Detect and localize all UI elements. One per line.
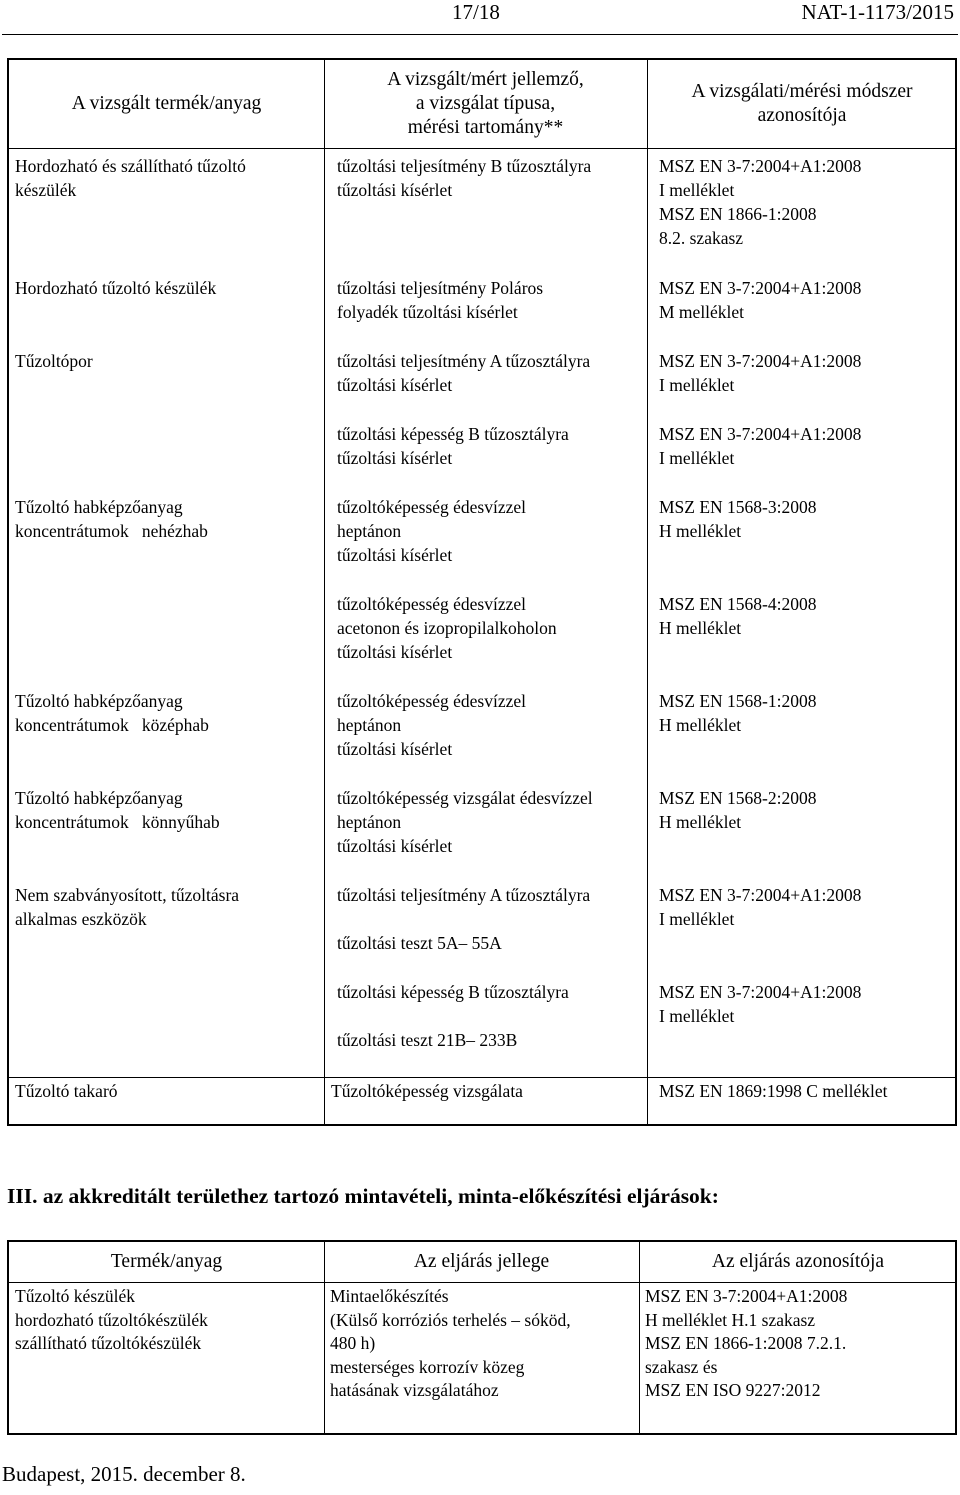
method-cell: MSZ EN 1568-2:2008 H melléklet (659, 788, 817, 832)
method-cell: MSZ EN 3-7:2004+A1:2008 I melléklet (659, 982, 862, 1026)
page-number: 17/18 (452, 0, 500, 24)
header-row-divider (9, 148, 955, 149)
procedure-id-cell: MSZ EN 3-7:2004+A1:2008 H melléklet H.1 szakasz MSZ EN 1866-1:2008 7.2.1. szakasz és MSZ EN ISO 9227:2012 (645, 1286, 848, 1400)
method-cell: MSZ EN 1568-1:2008 H melléklet (659, 691, 817, 735)
characteristic-cell: tűzoltási teljesítmény Poláros folyadék tűzoltási kísérlet (337, 278, 544, 322)
product-cell: Tűzoltópor (15, 351, 93, 371)
procedure-nature-cell: Mintaelőkészítés (Külső korróziós terhelés – sóköd, 480 h) mesterséges korrozív közeg hatásának vizsgálatához (330, 1286, 571, 1400)
column-header-product: Termék/anyag (110, 1251, 223, 1272)
characteristic-cell: tűzoltóképesség édesvízzel heptánon tűzoltási kísérlet (337, 497, 527, 565)
product-cell: Hordozható és szállítható tűzoltó készülék (15, 156, 246, 200)
column-header-procedure-id: Az eljárás azonosítója (711, 1251, 885, 1272)
method-cell: MSZ EN 3-7:2004+A1:2008 I melléklet (659, 885, 862, 929)
row-divider (9, 1077, 955, 1078)
place-and-date: Budapest, 2015. december 8. (2, 1462, 246, 1486)
column-header-method: A vizsgálati/mérési módszer azonosítója (691, 81, 913, 126)
method-cell: MSZ EN 1568-4:2008 H melléklet (659, 594, 817, 638)
characteristic-cell: tűzoltási teljesítmény A tűzosztályra tűzoltási teszt 5A– 55A (337, 885, 591, 953)
characteristic-cell: tűzoltóképesség édesvízzel acetonon és izopropilalkoholon tűzoltási kísérlet (337, 594, 557, 662)
method-cell: MSZ EN 3-7:2004+A1:2008 I melléklet MSZ EN 1866-1:2008 8.2. szakasz (659, 156, 862, 248)
document-id: NAT-1-1173/2015 (801, 0, 954, 24)
product-cell: Tűzoltó készülék hordozható tűzoltókészülék szállítható tűzoltókészülék (15, 1286, 208, 1353)
header-row-divider (9, 1282, 955, 1283)
accredited-tests-table (7, 58, 957, 1126)
characteristic-cell: tűzoltási teljesítmény A tűzosztályra tűzoltási kísérlet (337, 351, 591, 395)
section-title: III. az akkreditált területhez tartozó mintavételi, minta-előkészítési eljárások: (7, 1184, 719, 1208)
characteristic-cell: tűzoltási képesség B tűzosztályra tűzoltási kísérlet (337, 424, 569, 468)
method-cell: MSZ EN 1869:1998 C melléklet (659, 1081, 888, 1101)
product-cell: Tűzoltó habképzőanyag koncentrátumok nehézhab (15, 497, 208, 541)
characteristic-cell: tűzoltóképesség vizsgálat édesvízzel heptánon tűzoltási kísérlet (337, 788, 593, 856)
product-cell: Tűzoltó habképzőanyag koncentrátumok könnyűhab (15, 788, 220, 832)
column-divider (647, 60, 648, 1124)
column-header-product: A vizsgált termék/anyag (71, 93, 262, 114)
method-cell: MSZ EN 3-7:2004+A1:2008 M melléklet (659, 278, 862, 322)
sampling-procedures-table (7, 1240, 957, 1435)
product-cell: Hordozható tűzoltó készülék (15, 278, 217, 298)
product-cell: Nem szabványosított, tűzoltásra alkalmas eszközök (15, 885, 240, 929)
column-header-characteristic: A vizsgált/mért jellemző, a vizsgálat típusa, mérési tartomány** (387, 69, 584, 138)
product-cell: Tűzoltó takaró (15, 1081, 118, 1101)
characteristic-cell: tűzoltási képesség B tűzosztályra tűzoltási teszt 21B– 233B (337, 982, 569, 1050)
method-cell: MSZ EN 3-7:2004+A1:2008 I melléklet (659, 351, 862, 395)
method-cell: MSZ EN 1568-3:2008 H melléklet (659, 497, 817, 541)
characteristic-cell: tűzoltóképesség édesvízzel heptánon tűzoltási kísérlet (337, 691, 527, 759)
product-cell: Tűzoltó habképzőanyag koncentrátumok középhab (15, 691, 209, 735)
header-divider (2, 34, 958, 35)
characteristic-cell: Tűzoltóképesség vizsgálata (331, 1081, 523, 1101)
method-cell: MSZ EN 3-7:2004+A1:2008 I melléklet (659, 424, 862, 468)
column-divider (324, 60, 325, 1124)
column-header-procedure-nature: Az eljárás jellege (413, 1251, 550, 1272)
characteristic-cell: tűzoltási teljesítmény B tűzosztályra tűzoltási kísérlet (337, 156, 592, 200)
